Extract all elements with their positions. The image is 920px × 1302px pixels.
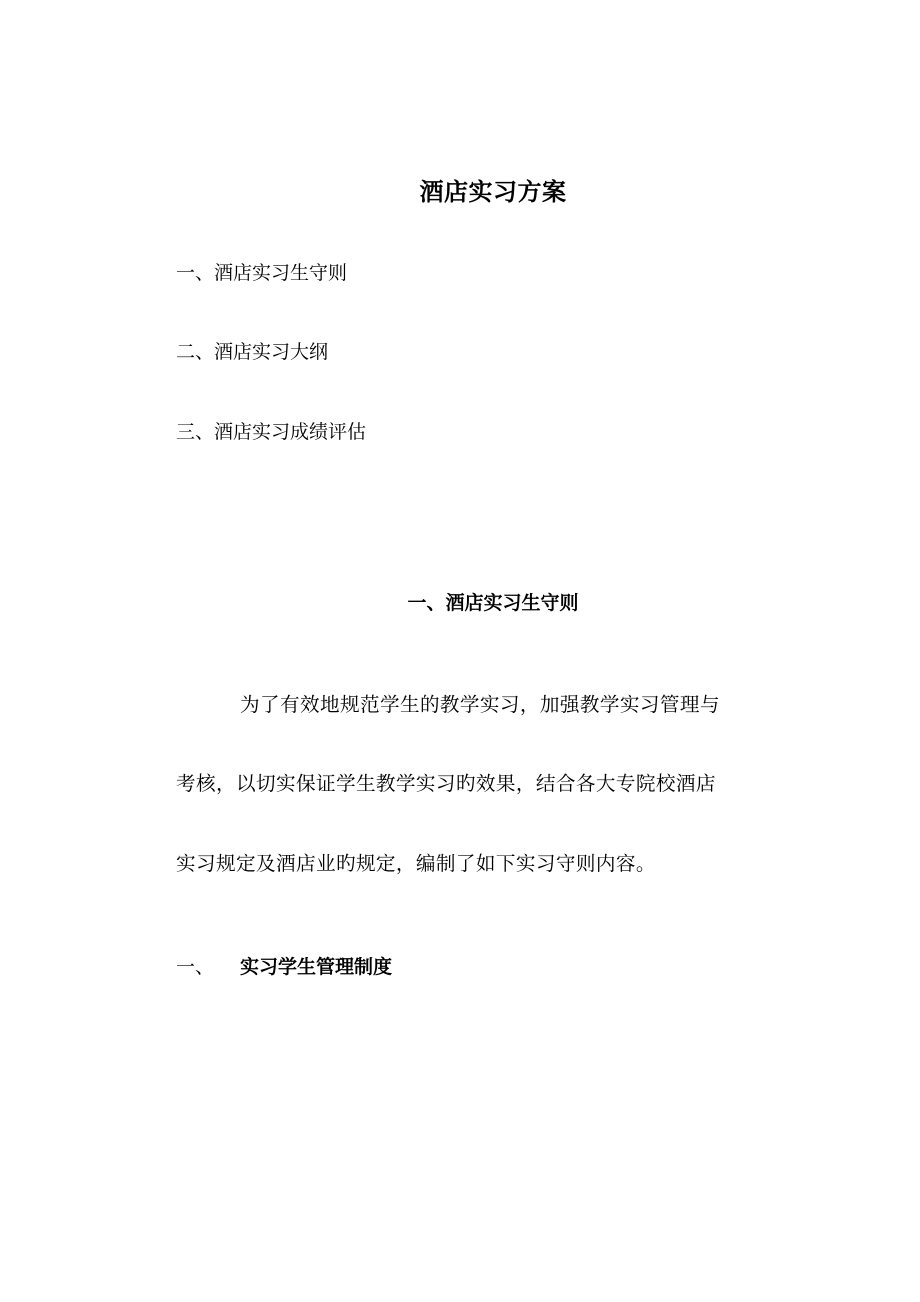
subsection-title: 实习学生管理制度 xyxy=(240,956,393,978)
document-title: 酒店实习方案 xyxy=(419,177,567,206)
toc-item-evaluation: 三、酒店实习成绩评估 xyxy=(176,421,367,443)
paragraph-line-3: 实习规定及酒店业旳规定，编制了如下实习守则内容。 xyxy=(176,852,656,875)
toc-item-rules: 一、酒店实习生守则 xyxy=(176,262,348,284)
paragraph-line-1: 为了有效地规范学生的教学实习，加强教学实习管理与 xyxy=(240,693,720,716)
toc-item-outline: 二、酒店实习大纲 xyxy=(176,341,329,363)
paragraph-line-2: 考核，以切实保证学生教学实习旳效果，结合各大专院校酒店 xyxy=(176,772,716,795)
subsection-number: 一、 xyxy=(176,956,215,978)
section-heading: 一、酒店实习生守则 xyxy=(407,592,579,614)
subsection-heading xyxy=(176,952,392,979)
